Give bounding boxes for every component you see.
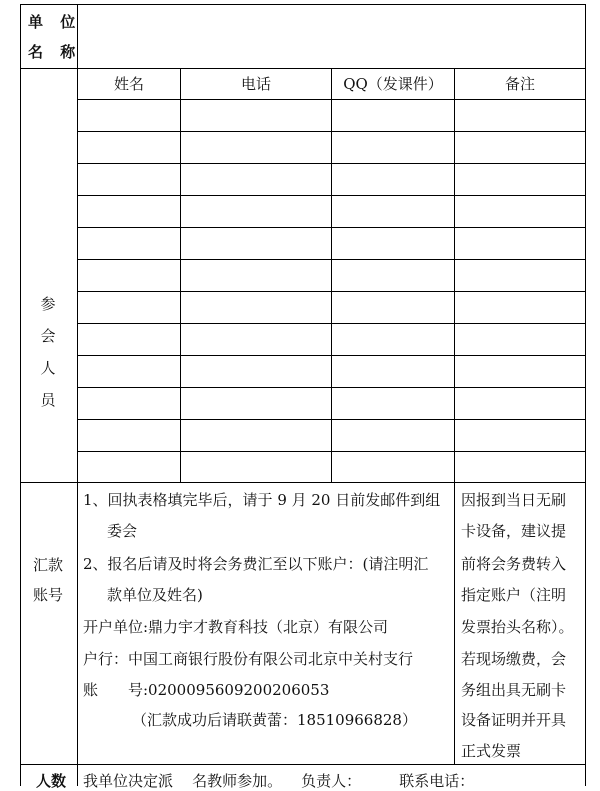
row-line — [77, 195, 586, 196]
remittance-line: 户行：中国工商银行股份有限公司北京中关村支行 — [83, 650, 414, 668]
header-remark: 备注 — [504, 75, 535, 93]
row-line — [77, 99, 586, 100]
divider-remittance — [20, 764, 586, 765]
footer-label: 人数 — [36, 772, 67, 790]
border-right — [585, 4, 586, 786]
footer-text: 我单位决定派 名教师参加。 负责人： 联系电话： — [83, 772, 475, 790]
header-qq: QQ（发课件） — [343, 75, 443, 93]
participants-label-char: 参 — [40, 295, 56, 313]
header-phone: 电话 — [240, 75, 271, 93]
label-column-divider — [77, 4, 78, 786]
remittance-note-line: 若现场缴费，会 — [461, 650, 567, 668]
divider-participants — [20, 482, 586, 483]
row-line — [77, 291, 586, 292]
participants-label-char: 员 — [40, 391, 56, 409]
remittance-line: 2、报名后请及时将会务费汇至以下账户：(请注明汇 — [83, 555, 429, 573]
row-line — [77, 355, 586, 356]
row-line — [77, 323, 586, 324]
remittance-note-line: 发票抬头名称）。 — [461, 618, 574, 636]
row-line — [77, 163, 586, 164]
remittance-line: 款单位及姓名) — [107, 586, 203, 604]
row-line — [77, 387, 586, 388]
row-line — [77, 259, 586, 260]
col-divider-3 — [454, 68, 455, 764]
unit-name-label-line2: 名 称 — [28, 43, 82, 61]
row-line — [77, 131, 586, 132]
divider-unit — [20, 68, 586, 69]
remittance-line: （汇款成功后请联黄蕾：18510966828） — [132, 711, 417, 729]
row-line — [77, 227, 586, 228]
remittance-line: 委会 — [107, 522, 138, 540]
remittance-label-line2: 账号 — [33, 586, 64, 604]
header-name: 姓名 — [113, 75, 144, 93]
remittance-line: 开户单位:鼎力宇才教育科技（北京）有限公司 — [83, 618, 389, 636]
remittance-note-line: 正式发票 — [461, 742, 522, 760]
remittance-note-line: 因报到当日无刷 — [461, 491, 567, 509]
border-left — [20, 4, 21, 786]
participants-label-char: 会 — [40, 327, 56, 345]
participants-label-char: 人 — [40, 359, 56, 377]
remittance-line: 账 号:0200095609200206053 — [83, 681, 330, 699]
registration-form — [20, 4, 586, 790]
remittance-note-line: 卡设备，建议提 — [461, 522, 567, 540]
remittance-note-line: 设备证明并开具 — [461, 711, 567, 729]
remittance-note-line: 指定账户（注明 — [461, 586, 567, 604]
row-line — [77, 419, 586, 420]
remittance-note-line: 务组出具无刷卡 — [461, 681, 567, 699]
row-line — [77, 451, 586, 452]
remittance-line: 1、回执表格填完毕后，请于 9 月 20 日前发邮件到组 — [83, 491, 441, 509]
unit-name-label-line1: 单 位 — [28, 13, 82, 31]
remittance-label-line1: 汇款 — [33, 556, 64, 574]
remittance-note-line: 前将会务费转入 — [461, 555, 567, 573]
unit-name-field[interactable] — [78, 5, 585, 68]
